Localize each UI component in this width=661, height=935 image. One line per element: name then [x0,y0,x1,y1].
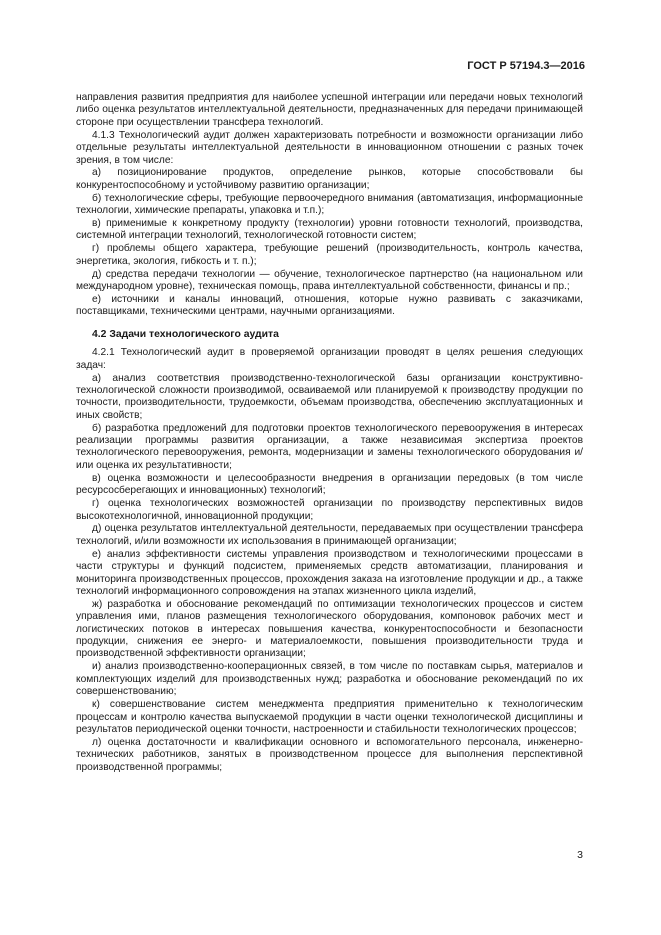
list-item: г) оценка технологических возможностей организации по производству перспективных видов высокотехнологичной, инновационной продукции; [76,498,583,522]
list-item: г) проблемы общего характера, требующие решений (производительность, контроль качества, энергетика, экология, гибкость и т. п.); [76,243,583,267]
list-item: е) источники и каналы инноваций, отношения, которые нужно развивать с заказчиками, поставщиками, техническими центрами, научными организациями. [76,294,583,318]
standard-header: ГОСТ Р 57194.3—2016 [467,60,585,72]
page-number: 3 [577,849,583,861]
list-item: ж) разработка и обоснование рекомендаций по оптимизации технологических процессов и систем управления ими, планов размещения технологического оборудования, компоновок рабочих мест и логистических потоков в интересах повышения качества, конкурентоспособности и безопасности продукции, снижения ее энерго- и материалоемкости, повышения производительности труда и производственной эффективности организации; [76,598,583,660]
list-item: д) оценка результатов интеллектуальной деятельности, передаваемых при осуществлении трансфера технологий, и/или возможности их использования в принимающей организации; [76,523,583,547]
list-item: в) оценка возможности и целесообразности внедрения в организации передовых (в том числе ресурсосберегающих и инновационных) технологий; [76,472,583,497]
paragraph-continuation: направления развития предприятия для наиболее успешной интеграции или передачи новых технологий либо оценка результатов интеллектуальной деятельности, предназначенных для передачи принимающей стороне при осуществлении трансфера технологий. [76,92,583,128]
list-item: а) позиционирование продуктов, определение рынков, которые способствовали бы конкурентоспособному и устойчивому развитию организации; [76,167,583,191]
list-item: д) средства передачи технологии — обучение, технологическое партнерство (на национальном или международном уровне), техническая помощь, права интеллектуальной собственности, финансы и пр.; [76,268,583,293]
section-heading: 4.2 Задачи технологического аудита [92,328,279,340]
list-item: б) разработка предложений для подготовки проектов технологического перевооружения в интересах реализации программы развития организации, а также независимая экспертиза проектов технологического перевооружения, ремонта, модернизации и замены технологического оборудования и/или оценка их результативности; [76,422,583,471]
list-item: а) анализ соответствия производственно-технологической базы организации конструктивно-технологической сложности производимой, осваиваемой или планируемой к производству продукции по точности, производительности, трудоемкости, объемам производства, обеспечению эксплуатационных и иных свойств; [76,372,583,421]
list-item: к) совершенствование систем менеджмента предприятия применительно к технологическим процессам и контролю качества выпускаемой продукции в части оценки технологической дисциплины и результатов периодической оценки точности, настроенности и стабильности технологических процессов; [76,699,583,735]
clause-4-1-3: 4.1.3 Технологический аудит должен характеризовать потребности и возможности организации либо отдельные результаты интеллектуальной деятельности в инновационном отношении с разных точек зрения, в том числе: [76,129,583,166]
clause-4-2-1: 4.2.1 Технологический аудит в проверяемой организации проводят в целях решения следующих задач: [76,347,583,371]
list-item: л) оценка достаточности и квалификации основного и вспомогательного персонала, инженерно-технических работников, занятых в производственном процессе для выполнения перспективной производственной программы; [76,736,583,773]
list-item: и) анализ производственно-кооперационных связей, в том числе по поставкам сырья, материалов и комплектующих изделий для производственных нужд; разработка и обоснование рекомендаций по их совершенствованию; [76,661,583,698]
list-item: е) анализ эффективности системы управления производством и технологическими процессами в части структуры и функций подсистем, применяемых средств автоматизации, планирования и мониторинга производственных процессов, прохождения заказа на изготовление продукции и др., а также технологий информационного сопровождения на этапах жизненного цикла изделий, [76,548,583,597]
list-item: б) технологические сферы, требующие первоочередного внимания (автоматизация, информационные технологии, химические препараты, упаковка и т.п.); [76,192,583,217]
document-body [76,92,583,775]
list-item: в) применимые к конкретному продукту (технологии) уровни готовности технологий, производства, системной интеграции технологий, технологической готовности систем; [76,218,583,242]
